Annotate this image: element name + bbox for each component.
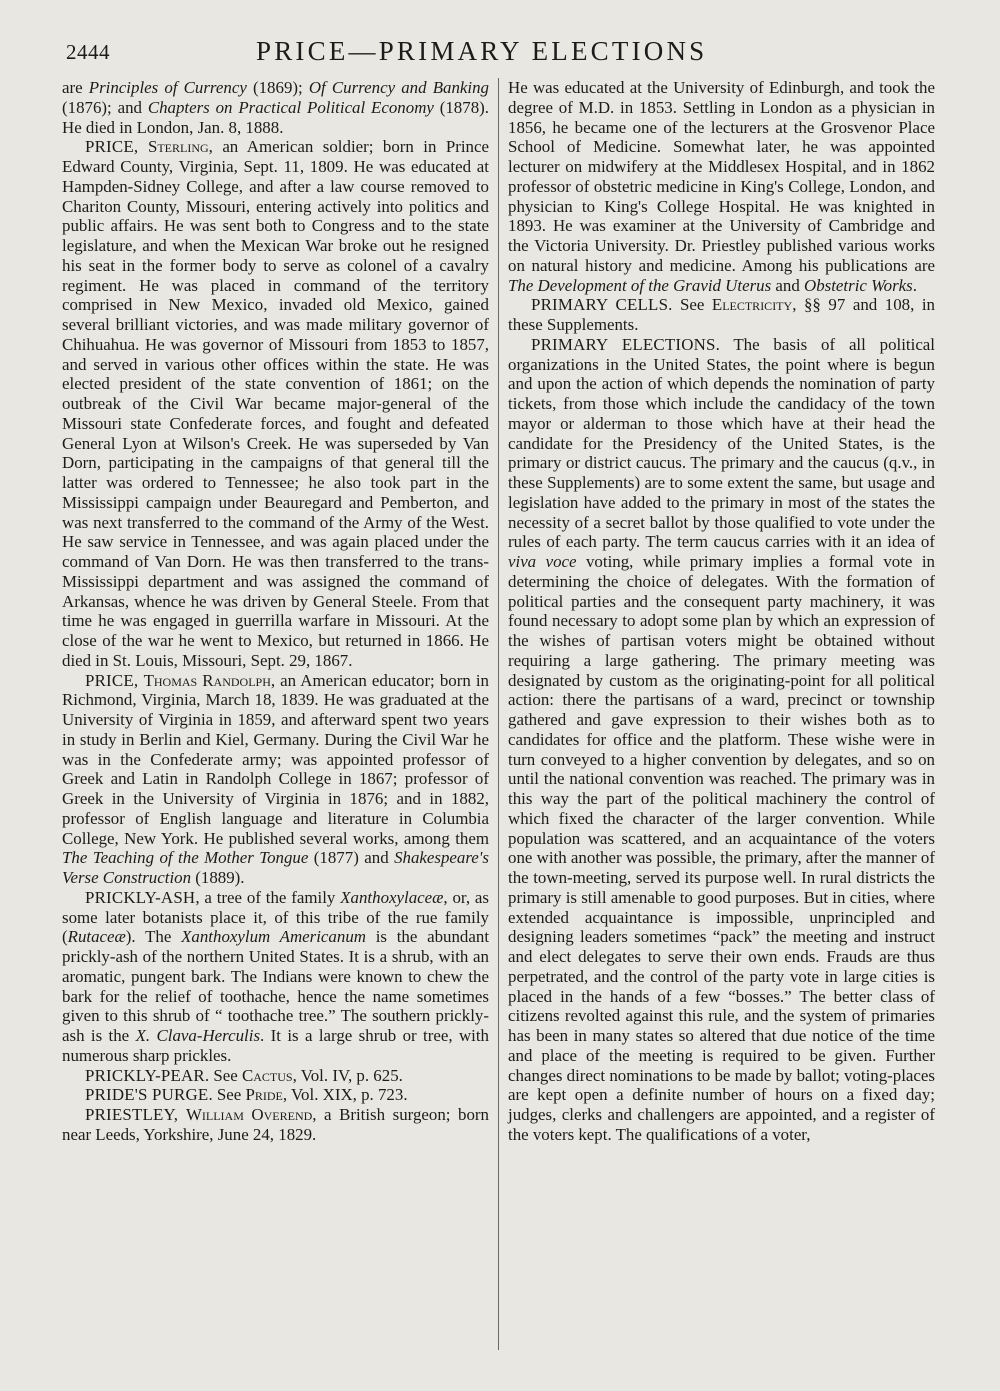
entry-headword: PRIDE'S PURGE (85, 1085, 209, 1105)
entry-headword: PRIMARY CELLS (531, 295, 669, 315)
left-column (62, 78, 489, 1145)
small-caps-name: Thomas Randolph (143, 670, 271, 690)
entry-headword: PRIMARY ELECTIONS (531, 334, 716, 354)
article-price-thomas-randolph: PRICE, Thomas Randolph, an American educator; born in Richmond, Virginia, March 18, 1839. He was graduated at the University of Virginia in 1859, and afterward spent two years in study in Berlin and Kiel, Germany. During the Civil War he was in the Confederate army; was appointed professor of Greek and Latin in Randolph College in 1867; professor of Greek in the University of Virginia in 1876; and in 1882, professor of English language and literature in Columbia College, New York. He published several works, among them The Teaching of the Mother Tongue (1877) and Shakespeare's Verse Construction (1889). (62, 670, 489, 887)
article-prickly-pear: PRICKLY-PEAR. See Cactus, Vol. IV, p. 625. (85, 1065, 403, 1085)
entry-headword: PRIESTLEY, (85, 1105, 186, 1124)
small-caps-name: Pride (245, 1085, 283, 1105)
running-head: PRICE—PRIMARY ELECTIONS (256, 36, 708, 66)
article-primary-cells: PRIMARY CELLS. See Electricity, §§ 97 and 108, in these Supplements. (508, 295, 936, 334)
italic-title: The Teaching of the Mother Tongue (62, 848, 309, 868)
italic-title: The Development of the Gravid Uterus (508, 275, 772, 295)
article-price-sterling: PRICE, Sterling, an American soldier; born in Prince Edward County, Virginia, Sept. 11, 1809. He was educated at Hampden-Sidney College, and after a law course removed to Chariton County, Missouri, entering actively into politics and public affairs. He was sent both to Congress and to the state legislature, and when the Mexican War broke out he resigned his seat in the former body to serve as colonel of a cavalry regiment. He was placed in command of the territory comprised in New Mexico, invaded old Mexico, gained several brilliant victories, and was made military governor of Chihuahua. He was governor of Missouri from 1853 to 1857, and served in various other offices within the state. He was elected president of the state convention of 1861; on the outbreak of the Civil War became major-general of the Missouri state Confederate forces, and fought and defeated General Lyon at Wilson's Creek. He was superseded by Van Dorn, participating in the campaigns of that general till the latter was ordered to Tennessee; he also took part in the Mississippi campaign under Beauregard and Pemberton, and was next transferred to the command of the Army of the West. He saw service in Tennessee, and was again placed under the command of Van Dorn. He was then transferred to the trans-Mississippi department and was assigned the command of Arkansas, whence he was driven by General Steele. From that time he was engaged in guerrilla warfare in Missouri. At the close of the war he went to Mexico, but returned in 1866. He died in St. Louis, Missouri, Sept. 29, 1867. (62, 137, 489, 670)
entry-headword: PRICE, (85, 670, 144, 690)
entry-headword: PRICKLY-PEAR (85, 1065, 205, 1085)
italic-title: Rutaceæ (67, 927, 126, 947)
entry-headword: PRICE, (85, 137, 148, 157)
italic-title: Obstetric Works (804, 275, 913, 295)
article-priestley-continued: He was educated at the University of Edinburgh, and took the degree of M.D. in 1853. Settling in London as a physician in 1856, he became one of the lecturers at the Grosvenor Place School of Medicine. Somewhat later, he was appointed lecturer on midwifery at the Middlesex Hospital, and in 1862 professor of obstetric medicine in King's College, London, and physician to King's College Hospital. He was knighted in 1893. He was examiner at the University of Cambridge and the Victoria University. Dr. Priestley published various works on natural history and medicine. Among his publications are The Development of the Gravid Uterus and Obstetric Works. (508, 78, 935, 295)
page-number: 2444 (66, 40, 110, 64)
article-prickly-ash: PRICKLY-ASH, a tree of the family Xanthoxylaceæ, or, as some later botanists place it, of this tribe of the rue family (Rutaceæ). The Xanthoxylum Americanum is the abundant prickly-ash of the northern United States. It is a shrub, with an aromatic, pungent bark. The Indians were known to chew the bark for the relief of toothache, hence the name sometimes given to this shrub of “ toothache tree.” The southern prickly-ash is the X. Clava-Herculis. It is a large shrub or tree, with numerous sharp prickles. (62, 887, 490, 1065)
italic-title: Xanthoxylum Americanum (181, 927, 366, 947)
italic-title: X. Clava-Herculis (135, 1026, 261, 1045)
small-caps-name: Electricity (711, 295, 793, 315)
right-column (508, 78, 935, 1145)
italic-title: Of Currency and Banking (308, 78, 489, 97)
article-continuation: are Principles of Currency (1869); Of Currency and Banking (1876); and Chapters on Practical Political Economy (1878). He died in London, Jan. 8, 1888. (62, 78, 489, 137)
column-divider (498, 78, 499, 1350)
small-caps-name: Cactus (241, 1065, 293, 1085)
article-primary-elections: PRIMARY ELECTIONS. The basis of all political organizations in the United States, the point where is begun and upon the action of which depends the nomination of party tickets, from those which include the candidacy of the town mayor or alderman to those which have at their head the candidate for the Presidency of the United States, is the primary or district caucus. The primary and the caucus (q.v., in these Supplements) are to some extent the same, but usage and legislation have added to the primary in most of the states the necessity of a secret ballot by those qualified to vote under the rules of each party. The term caucus carries with it an idea of viva voce voting, while primary implies a formal vote in determining the choice of delegates. With the formation of political parties and the consequent party machinery, it was found necessary to adopt some plan by which an expression of the wishes of partisan voters might be obtained without requiring a large gathering. The primary meeting was designated by custom as the originating-point for all political action: there the partisans of a ward, precinct or township gathered and gave expression to their wishes both as to candidates for office and the platform. These wishe were in turn conveyed to a higher convention by delegates, and so on until the national convention was reached. The primary was in this way the part of the political machinery the control of which fixed the character of the larger convention. While population was scattered, and an acquaintance of the voters one with another was possible, the primary, after the manner of the town-meeting, served its purpose well. In rural districts the primary is still amenable to good purposes. But in cities, where extended acquaintance is impossible, unprincipled and designing leaders sometimes “pack” the meeting and instruct and elect delegates to serve their own ends. Frauds are thus perpetrated, and the control of the party vote in large cities is placed in the hands of a few “bosses.” The better class of citizens revolted against this rule, and the system of primaries has been in many states so altered that due notice of the time and place of the meeting is required to be given. Further changes direct nominations to be made by ballot; voting-places are kept open a definite number of hours on a fixed day; judges, clerks and challengers are appointed, and a register of the voters kept. The qualifications of a voter, (508, 334, 935, 1144)
article-priestley: PRIESTLEY, William Overend, a British surgeon; born near Leeds, Yorkshire, June 24, 1829. (62, 1105, 489, 1144)
page-header (66, 36, 946, 70)
italic-title: viva voce (508, 552, 577, 571)
italic-title: Xanthoxylaceæ (340, 887, 444, 907)
italic-title: Shakespeare's Verse Construction (62, 848, 489, 887)
entry-headword: PRICKLY-ASH (85, 887, 196, 907)
small-caps-name: William Overend (185, 1105, 313, 1124)
small-caps-name: Sterling (147, 137, 209, 157)
italic-title: Chapters on Practical Political Economy (147, 97, 434, 117)
italic-title: Principles of Currency (88, 78, 247, 97)
article-prides-purge: PRIDE'S PURGE. See Pride, Vol. XIX, p. 723. (85, 1085, 408, 1105)
